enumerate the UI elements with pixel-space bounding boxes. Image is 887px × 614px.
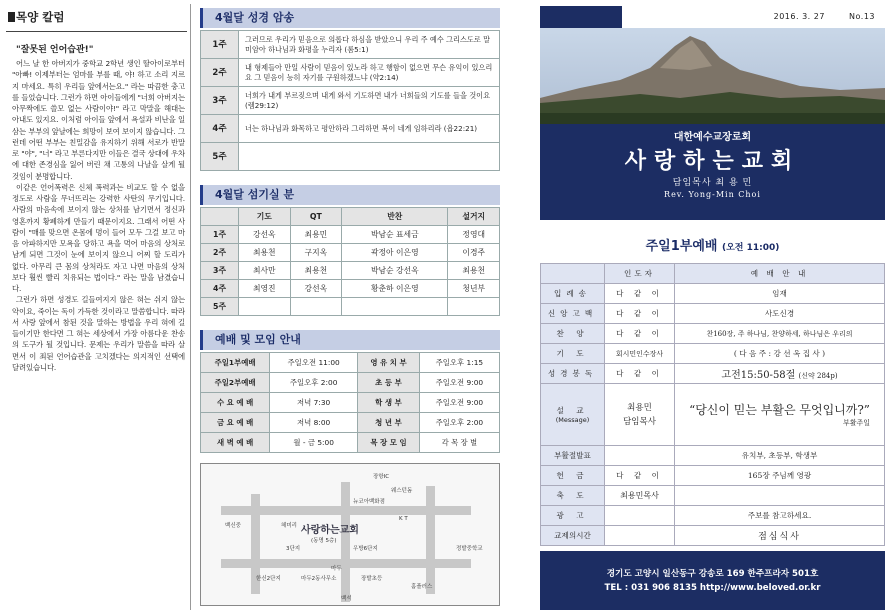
table-row: 1주 그러므로 우리가 믿음으로 의롭다 하심을 받았으니 우리 주 예수 그리스도로 말미암아 하나님과 화평을 누리자 (롬5:1) bbox=[201, 31, 500, 59]
issue-number: No.13 bbox=[849, 12, 875, 21]
map-label: 홈플러스 bbox=[411, 584, 433, 590]
table-row: 헌 금 다 같 이 165장 주님께 영광 bbox=[541, 466, 885, 486]
table-header-row: 인도자 예 배 안 내 bbox=[541, 264, 885, 284]
map-label: 장발초등 bbox=[361, 576, 383, 582]
cover-banner bbox=[540, 28, 885, 220]
header-mark-icon bbox=[8, 12, 15, 22]
table-row: 기 도 회시민인수장사 ( 다 음 주 : 강 선 옥 집 사 ) bbox=[541, 344, 885, 364]
table-row: 4주 최영진 강선옥 황춘하 이은영 청년부 bbox=[201, 280, 500, 298]
service-title: 주일1부예배 (오전 11:00) bbox=[645, 239, 780, 254]
column-paragraph: 그런가 하면 성경도 길들여지지 않은 혀는 쉬지 않는 악이요, 죽이는 독이 가득한 것이라고 말씀합니다. 따라서 사랑 앞에서 참된 것을 말하는 방법을 우리 혀에 길들이기만 한다면 그 혀는 세상에서 가장 아름다운 찬송의 도구가 될 것입니다. 문제는 우리가 말씀을 따라 살면서 이 죄된 언어습관을 고치겠다는 의지적인 선택에 달려있습니다. bbox=[12, 295, 185, 372]
column-paragraph: 이같은 언어폭력은 신체 폭력과는 비교도 할 수 없을 정도로 사람을 무너뜨리는 강력한 사탄의 무기입니다. 사람의 마음속에 보이지 않는 상처를 남기면서 정신과 영혼까지 황폐하게 만들기 때문이지요. 그래서 어떤 사람이 "매를 맞으면 온몸에 멍이 들어 모두 그걸 보고 마음 아파하지만 모욕을 당하고 욕을 먹어 마음의 상처로 남게 되면 그것이 눈에 보이지 않으니 어찌 할 도리가 없다. 아무리 큰 몸의 상처라도 자고 나면 마음의 상처보다 훨씬 빨리 치유되는 법이다." 라는 말을 남겼습니다. bbox=[12, 182, 185, 293]
table-row: 성경봉독 다 같 이 고전15:50-58절 (신약 284p) bbox=[541, 364, 885, 384]
bulletin-cover bbox=[540, 6, 885, 610]
senior-pastor-english: Rev. Yong-Min Choi bbox=[664, 190, 761, 199]
map-label: 한신2단지 bbox=[256, 576, 281, 582]
column-title: "잘못된 언어습관!" bbox=[16, 45, 94, 55]
table-row: 수 요 예 배 저녁 7:30 학 생 부 주일오전 9:00 bbox=[201, 393, 500, 413]
issue-date: 2016. 3. 27 bbox=[773, 12, 825, 21]
location-map bbox=[200, 463, 500, 606]
table-row: 주일2부예배 주일오후 2:00 초 등 부 주일오전 9:00 bbox=[201, 373, 500, 393]
table-row: 3주 최사만 최용천 박남순 강선옥 최용천 bbox=[201, 262, 500, 280]
order-of-service-table bbox=[540, 263, 885, 546]
table-row: 5주 bbox=[201, 298, 500, 316]
verse-table bbox=[200, 30, 500, 171]
church-address: 경기도 고양시 일산동구 강송로 169 한주프라자 501호 bbox=[606, 569, 819, 579]
duty-table bbox=[200, 207, 500, 316]
sermon-title: “당신이 믿는 부활은 무엇입니까?” bbox=[689, 402, 870, 417]
denomination-label: 대한예수교장로회 bbox=[673, 132, 752, 143]
issue-date-row bbox=[540, 6, 885, 28]
map-road bbox=[341, 482, 350, 602]
duty-section-title: 4월달 섬기실 분 bbox=[200, 185, 500, 205]
column-body bbox=[6, 58, 187, 373]
pastor-column bbox=[6, 4, 187, 610]
table-row: 5주 bbox=[201, 143, 500, 171]
church-name: 사랑하는교회 bbox=[624, 149, 801, 174]
header-band bbox=[540, 6, 622, 28]
schedule-column bbox=[200, 8, 500, 606]
table-row: 2주 최용천 구지옥 곽정아 이은영 이경주 bbox=[201, 244, 500, 262]
map-label: 백신중 bbox=[225, 523, 241, 529]
map-label: 뉴코아백화점 bbox=[353, 499, 385, 505]
table-row: 교제의시간 점심식사 bbox=[541, 526, 885, 546]
verse-section-title: 4월달 성경 암송 bbox=[200, 8, 500, 28]
map-label: 정발중학교 bbox=[456, 546, 483, 552]
worship-section-title: 예배 및 모임 안내 bbox=[200, 330, 500, 350]
table-row: 금 요 예 배 저녁 8:00 청 년 부 주일오후 2:00 bbox=[201, 413, 500, 433]
column-paragraph: 어느 날 한 아버지가 중학교 2학년 생인 딸아이로부터 "아빠! 이제부터는 엄마를 부를 때, 야! 하고 소리 지르지 마세요. 특히 우리들 앞에서는요." 라는 따끔한 충고를 들었습니다. 그런가 하면 아이들에게 "너희 아버지는 아무짝에도 쓸모 없는 사람이야!" 라고 막말을 해대는 아내도 있지요. 이처럼 아이들 앞에서 욕설과 비난을 일삼는 부부의 앞날에는 희망이 보여 보이지 않습니다. 그런데 어떤 부부는 친밀감을 유지하기 위해 서로가 반말로 "야", "너" 라고 부른다지만 이들은 결국 상대에 우차에 대한 존경심을 잃어 버린 채 고통의 나날을 살게 될 것임이 분명합니다. bbox=[12, 59, 185, 181]
map-label: 웨스턴돔 bbox=[391, 488, 413, 494]
table-row: 2주 내 형제들아 만일 사람이 믿음이 있노라 하고 행함이 없으면 무슨 유익이 있으리요 그 믿음이 능히 자기를 구원하겠느냐 (약2:14) bbox=[201, 59, 500, 87]
contact-footer bbox=[540, 551, 885, 610]
map-road bbox=[426, 486, 435, 594]
church-map-marker: 사랑하는교회 bbox=[301, 525, 359, 536]
table-row: 부활절발표 유치부, 초등부, 학생부 bbox=[541, 446, 885, 466]
table-row: 신앙고백 다 같 이 사도신경 bbox=[541, 304, 885, 324]
senior-pastor: 담임목사 최 용 민 bbox=[672, 178, 753, 188]
column-header: 목양 칼럼 bbox=[6, 4, 187, 32]
map-label: 마두 bbox=[331, 566, 342, 572]
table-row: 주일1부예배 주일오전 11:00 영 유 치 부 주일오후 1:15 bbox=[201, 353, 500, 373]
table-header-row: 기도 QT 반찬 설거지 bbox=[201, 208, 500, 226]
map-label: 우방6단지 bbox=[353, 546, 378, 552]
map-label: 백석 bbox=[341, 596, 352, 602]
map-label: K T bbox=[399, 516, 408, 522]
map-label: 마두2동사무소 bbox=[301, 576, 337, 582]
map-label: 장항IC bbox=[373, 474, 390, 480]
map-label: 헤미리 bbox=[281, 523, 297, 529]
table-row: 광 고 주보를 참고하세요. bbox=[541, 506, 885, 526]
church-contact: TEL : 031 906 8135 http://www.beloved.or.kr bbox=[604, 583, 821, 593]
column-divider bbox=[190, 4, 191, 610]
table-row: 3주 너희가 내게 부르짖으며 내게 와서 기도하면 내가 너희들의 기도를 들을 것이요 (렘29:12) bbox=[201, 87, 500, 115]
table-row: 축 도 최용민목사 bbox=[541, 486, 885, 506]
table-row: 입례송 다 같 이 임재 bbox=[541, 284, 885, 304]
map-label: (동명 5층) bbox=[311, 538, 337, 544]
worship-table bbox=[200, 352, 500, 453]
map-label: 3단지 bbox=[286, 546, 301, 552]
table-row: 설 교 (Message) 최용민 담임목사 “당신이 믿는 부활은 무엇입니까?” 부활주일 bbox=[541, 384, 885, 446]
table-row: 1주 강선옥 최용민 박남순 표세금 정영대 bbox=[201, 226, 500, 244]
table-row: 찬 양 다 같 이 찬160장, 주 하나님, 찬양하세, 하나님은 우리의 bbox=[541, 324, 885, 344]
table-row: 4주 너는 하나님과 화목하고 평안하라 그리하면 복이 네게 임하리라 (욥22:21) bbox=[201, 115, 500, 143]
table-row: 새 벽 예 배 월 - 금 5:00 목 장 모 임 각 목 장 별 bbox=[201, 433, 500, 453]
